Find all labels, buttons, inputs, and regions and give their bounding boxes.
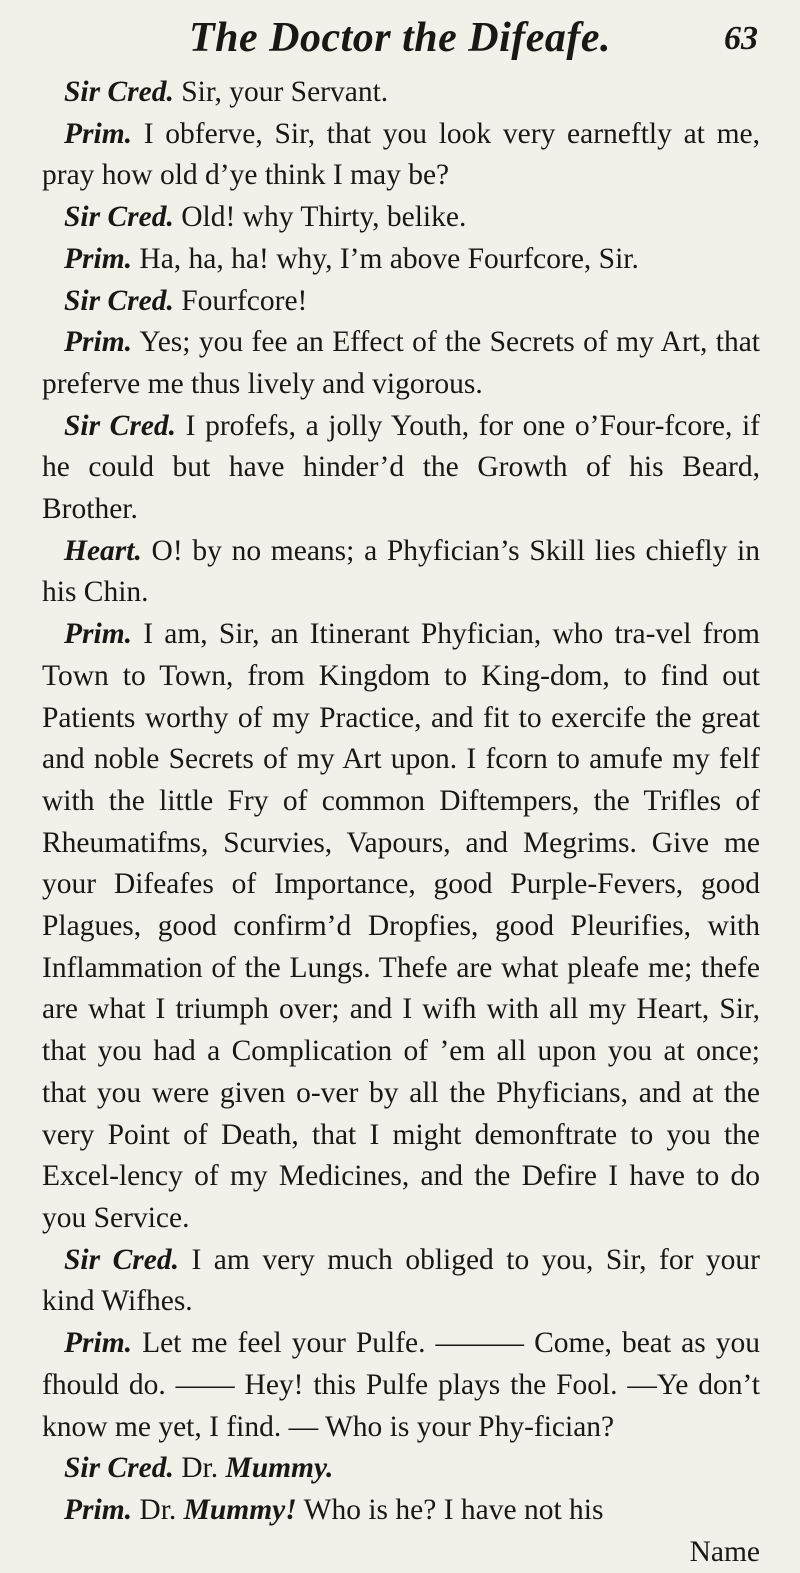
speech-text: I profefs, a jolly Youth, for one o’Four-fcore, if he could but have hinder’d the Growth of his Beard, Brother. bbox=[42, 409, 760, 526]
speaker: Prim. bbox=[64, 242, 133, 275]
speech-paragraph bbox=[42, 281, 760, 323]
speech-paragraph bbox=[42, 531, 760, 614]
speaker: Prim. bbox=[64, 618, 133, 651]
italic-name: Mummy. bbox=[225, 1452, 334, 1485]
speech-paragraph bbox=[42, 239, 760, 281]
speech-paragraph bbox=[42, 322, 760, 405]
speech-paragraph bbox=[42, 197, 760, 239]
speaker: Sir Cred. bbox=[64, 409, 177, 442]
speaker: Prim. bbox=[64, 1493, 133, 1526]
speech-text: I am very much obliged to you, Sir, for your kind Wifhes. bbox=[42, 1243, 760, 1318]
body-text bbox=[42, 72, 760, 1573]
speaker: Sir Cred. bbox=[64, 284, 174, 317]
speech-text-continued: Who is he? I have not his bbox=[296, 1493, 604, 1526]
speech-text: Dr. bbox=[132, 1493, 184, 1526]
speech-text: Old! why Thirty, belike. bbox=[173, 201, 467, 234]
speech-paragraph bbox=[42, 1240, 760, 1323]
speech-text: Fourfcore! bbox=[173, 284, 308, 317]
speaker: Sir Cred. bbox=[64, 76, 174, 108]
speech-text: Dr. bbox=[173, 1452, 226, 1485]
speech-paragraph bbox=[42, 114, 760, 197]
speaker: Prim. bbox=[64, 1327, 133, 1360]
speech-paragraph bbox=[42, 614, 760, 1240]
catchword: Name bbox=[689, 1535, 760, 1568]
speech-paragraph bbox=[42, 1490, 760, 1532]
speaker: Prim. bbox=[64, 326, 133, 359]
speaker: Sir Cred. bbox=[64, 201, 174, 234]
speech-paragraph bbox=[42, 1323, 760, 1448]
speech-text: Yes; you fee an Effect of the Secrets of my Art, that preferve me thus lively and vigorous. bbox=[42, 326, 760, 400]
speech-text: Let me feel your Pulfe. ——— Come, beat as you fhould do. —— Hey! this Pulfe plays the Fool. —Ye don’t know me yet, I find. — Who is your Phy-fician? bbox=[42, 1327, 760, 1443]
speech-text: Sir, your Servant. bbox=[173, 76, 389, 108]
speaker: Heart. bbox=[64, 534, 142, 567]
speech-text: O! by no means; a Phyfician’s Skill lies chiefly in his Chin. bbox=[42, 534, 760, 609]
running-header bbox=[0, 6, 800, 66]
page-number: 63 bbox=[724, 20, 758, 57]
speech-paragraph bbox=[42, 72, 760, 114]
speech-text: Ha, ha, ha! why, I’m above Fourfcore, Sir. bbox=[132, 242, 639, 275]
speech-text: I obferve, Sir, that you look very earneftly at me, pray how old d’ye think I may be? bbox=[42, 117, 760, 192]
speaker: Sir Cred. bbox=[64, 1452, 174, 1485]
italic-name: Mummy! bbox=[183, 1493, 297, 1526]
speaker: Prim. bbox=[64, 117, 133, 150]
speaker: Sir Cred. bbox=[64, 1243, 179, 1276]
running-title: The Doctor the Difeafe. bbox=[188, 15, 612, 61]
speech-paragraph bbox=[42, 406, 760, 531]
speech-text: I am, Sir, an Itinerant Phyfician, who tra-vel from Town to Town, from Kingdom to King-dom, to find out Patients worthy of my Practice, and fit to exercife the great and noble Secrets of my Art upon. I fcorn to amufe my felf with the little Fry of common Diftempers, the Trifles of Rheumatifms, Scurvies, Vapours, and Megrims. Give me your Difeafes of Importance, good Purple-Fevers, good Plagues, good confirm’d Dropfies, good Pleurifies, with Inflammation of the Lungs. Thefe are what pleafe me; thefe are what I triumph over; and I wifh with all my Heart, Sir, that you had a Complication of ’em all upon you at once; that you were given o-ver by all the Phyficians, and at the very Point of Death, that I might demonftrate to you the Excel-lency of my Medicines, and the Defire I have to do you Service. bbox=[42, 618, 760, 1234]
speech-paragraph bbox=[42, 1448, 760, 1490]
